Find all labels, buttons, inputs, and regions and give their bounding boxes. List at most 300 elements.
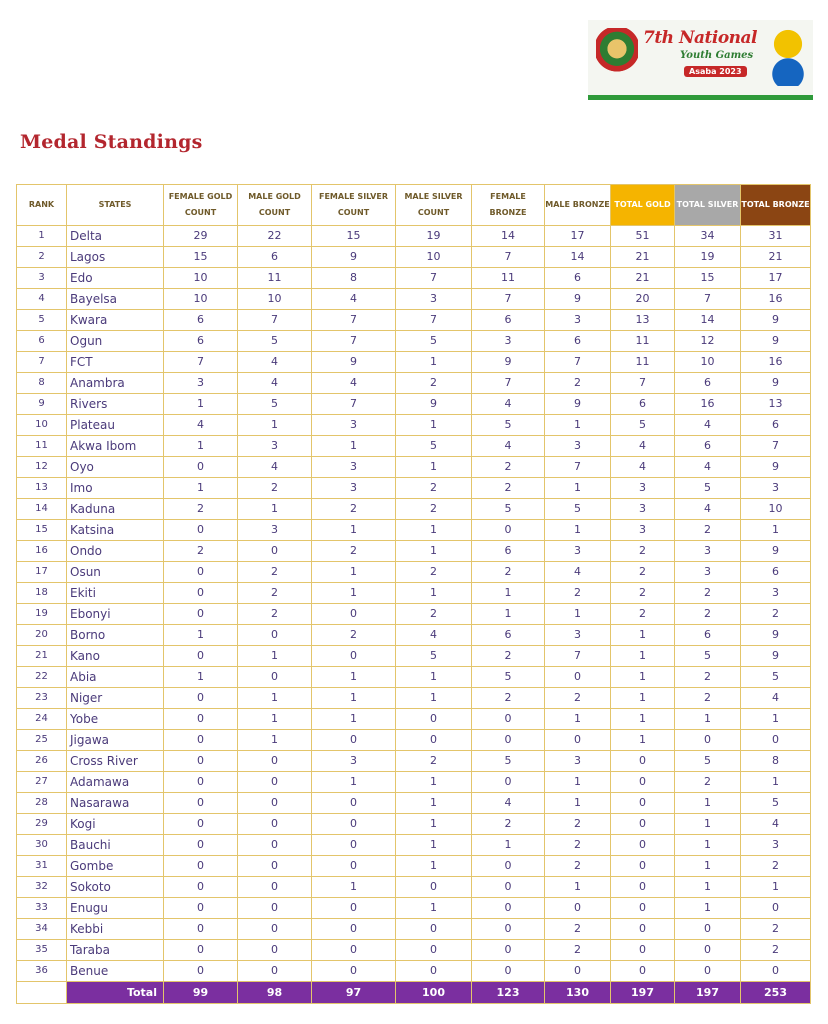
female-silver-cell: 3 — [312, 478, 396, 499]
total-gold-cell: 4 — [611, 457, 675, 478]
male-silver-cell: 1 — [396, 772, 472, 793]
male-silver-cell: 1 — [396, 415, 472, 436]
male-silver-cell: 1 — [396, 835, 472, 856]
rank-cell: 16 — [17, 541, 67, 562]
female-gold-cell: 2 — [164, 499, 238, 520]
male-gold-cell: 3 — [238, 520, 312, 541]
table-row — [17, 856, 811, 877]
rank-cell: 23 — [17, 688, 67, 709]
male-bronze-cell: 1 — [545, 793, 611, 814]
male-gold-cell: 3 — [238, 436, 312, 457]
female-bronze-cell: 0 — [472, 709, 545, 730]
total-gold-cell: 0 — [611, 877, 675, 898]
state-cell: Edo — [67, 268, 164, 289]
state-cell: Akwa Ibom — [67, 436, 164, 457]
header-female-bronze: FEMALE BRONZE — [472, 185, 545, 226]
total-bronze-cell: 2 — [741, 919, 811, 940]
total-bronze-cell: 3 — [741, 478, 811, 499]
male-silver-cell: 2 — [396, 478, 472, 499]
total-bronze-cell: 3 — [741, 835, 811, 856]
male-gold-cell: 0 — [238, 898, 312, 919]
total-bronze-cell: 1 — [741, 709, 811, 730]
state-cell: Kwara — [67, 310, 164, 331]
female-bronze-cell: 7 — [472, 247, 545, 268]
total-bronze-cell: 10 — [741, 499, 811, 520]
rank-cell: 27 — [17, 772, 67, 793]
male-silver-cell: 3 — [396, 289, 472, 310]
female-bronze-cell: 4 — [472, 793, 545, 814]
state-cell: Abia — [67, 667, 164, 688]
female-silver-cell: 1 — [312, 688, 396, 709]
header-female-silver: FEMALE SILVER COUNT — [312, 185, 396, 226]
female-gold-cell: 0 — [164, 520, 238, 541]
female-bronze-cell: 2 — [472, 562, 545, 583]
total-bronze-cell: 7 — [741, 436, 811, 457]
header-states: STATES — [67, 185, 164, 226]
male-bronze-cell: 1 — [545, 415, 611, 436]
rank-cell: 15 — [17, 520, 67, 541]
female-bronze-cell: 2 — [472, 457, 545, 478]
total-gold-cell: 0 — [611, 961, 675, 982]
table-row — [17, 919, 811, 940]
total-bronze-cell: 9 — [741, 646, 811, 667]
state-cell: Kano — [67, 646, 164, 667]
logo-line-1: 7th National — [643, 28, 757, 48]
total-gold-cell: 0 — [611, 814, 675, 835]
female-gold-cell: 0 — [164, 772, 238, 793]
male-silver-cell: 1 — [396, 688, 472, 709]
female-gold-cell: 0 — [164, 730, 238, 751]
male-silver-cell: 1 — [396, 856, 472, 877]
male-gold-cell: 5 — [238, 331, 312, 352]
male-gold-cell: 0 — [238, 856, 312, 877]
male-silver-cell: 1 — [396, 520, 472, 541]
total-silver-cell: 2 — [675, 520, 741, 541]
total-label: Total — [67, 982, 164, 1004]
total-bronze-cell: 5 — [741, 667, 811, 688]
male-gold-cell: 1 — [238, 730, 312, 751]
female-bronze-cell: 0 — [472, 898, 545, 919]
rank-cell: 8 — [17, 373, 67, 394]
male-silver-cell: 0 — [396, 919, 472, 940]
total-silver-cell: 1 — [675, 709, 741, 730]
total-gold-cell: 2 — [611, 562, 675, 583]
state-cell: Kogi — [67, 814, 164, 835]
total-gold-cell: 0 — [611, 898, 675, 919]
rank-cell: 18 — [17, 583, 67, 604]
state-cell: Plateau — [67, 415, 164, 436]
male-gold-cell: 1 — [238, 499, 312, 520]
male-bronze-cell: 7 — [545, 352, 611, 373]
male-bronze-cell: 3 — [545, 625, 611, 646]
female-bronze-cell: 2 — [472, 646, 545, 667]
male-bronze-cell: 2 — [545, 835, 611, 856]
female-silver-cell: 1 — [312, 877, 396, 898]
total-bronze-cell: 1 — [741, 772, 811, 793]
female-bronze-cell: 5 — [472, 415, 545, 436]
state-cell: Kaduna — [67, 499, 164, 520]
male-silver-cell: 2 — [396, 751, 472, 772]
female-silver-cell: 0 — [312, 919, 396, 940]
male-bronze-cell: 1 — [545, 520, 611, 541]
total-bronze-cell: 9 — [741, 541, 811, 562]
table-row — [17, 289, 811, 310]
male-gold-cell: 5 — [238, 394, 312, 415]
total-bronze-cell: 21 — [741, 247, 811, 268]
total-gold-cell: 13 — [611, 310, 675, 331]
total-silver-cell: 5 — [675, 751, 741, 772]
male-gold-cell: 0 — [238, 814, 312, 835]
male-gold-cell: 0 — [238, 541, 312, 562]
header-rank: RANK — [17, 185, 67, 226]
table-row — [17, 373, 811, 394]
table-row — [17, 751, 811, 772]
total-silver-cell: 5 — [675, 478, 741, 499]
total-cell: 98 — [238, 982, 312, 1004]
rank-cell: 5 — [17, 310, 67, 331]
male-silver-cell: 0 — [396, 730, 472, 751]
female-bronze-cell: 1 — [472, 835, 545, 856]
female-silver-cell: 1 — [312, 772, 396, 793]
total-gold-cell: 2 — [611, 541, 675, 562]
rank-cell: 6 — [17, 331, 67, 352]
total-silver-cell: 1 — [675, 814, 741, 835]
male-bronze-cell: 4 — [545, 562, 611, 583]
male-gold-cell: 0 — [238, 772, 312, 793]
total-gold-cell: 0 — [611, 751, 675, 772]
state-cell: Delta — [67, 226, 164, 247]
total-gold-cell: 1 — [611, 709, 675, 730]
male-silver-cell: 1 — [396, 457, 472, 478]
total-blank-cell — [17, 982, 67, 1004]
total-gold-cell: 11 — [611, 331, 675, 352]
female-silver-cell: 1 — [312, 436, 396, 457]
female-gold-cell: 0 — [164, 940, 238, 961]
female-bronze-cell: 7 — [472, 289, 545, 310]
rank-cell: 4 — [17, 289, 67, 310]
male-bronze-cell: 2 — [545, 583, 611, 604]
male-gold-cell: 0 — [238, 625, 312, 646]
total-bronze-cell: 9 — [741, 625, 811, 646]
total-silver-cell: 2 — [675, 772, 741, 793]
female-bronze-cell: 2 — [472, 688, 545, 709]
total-gold-cell: 6 — [611, 394, 675, 415]
total-gold-cell: 3 — [611, 499, 675, 520]
male-silver-cell: 9 — [396, 394, 472, 415]
total-silver-cell: 16 — [675, 394, 741, 415]
female-silver-cell: 9 — [312, 247, 396, 268]
state-cell: Kebbi — [67, 919, 164, 940]
female-gold-cell: 10 — [164, 268, 238, 289]
state-cell: Ogun — [67, 331, 164, 352]
female-silver-cell: 1 — [312, 709, 396, 730]
female-gold-cell: 6 — [164, 310, 238, 331]
female-bronze-cell: 1 — [472, 604, 545, 625]
state-cell: Katsina — [67, 520, 164, 541]
state-cell: Ekiti — [67, 583, 164, 604]
male-gold-cell: 2 — [238, 604, 312, 625]
male-gold-cell: 11 — [238, 268, 312, 289]
state-cell: Osun — [67, 562, 164, 583]
rank-cell: 30 — [17, 835, 67, 856]
table-row — [17, 562, 811, 583]
table-row — [17, 436, 811, 457]
female-silver-cell: 0 — [312, 835, 396, 856]
total-bronze-cell: 1 — [741, 877, 811, 898]
total-gold-cell: 0 — [611, 919, 675, 940]
total-bronze-cell: 2 — [741, 856, 811, 877]
female-bronze-cell: 0 — [472, 877, 545, 898]
total-silver-cell: 12 — [675, 331, 741, 352]
male-gold-cell: 2 — [238, 583, 312, 604]
total-bronze-cell: 9 — [741, 457, 811, 478]
male-gold-cell: 7 — [238, 310, 312, 331]
female-gold-cell: 0 — [164, 604, 238, 625]
total-cell: 97 — [312, 982, 396, 1004]
total-gold-cell: 0 — [611, 772, 675, 793]
female-gold-cell: 0 — [164, 793, 238, 814]
female-silver-cell: 3 — [312, 751, 396, 772]
male-gold-cell: 0 — [238, 877, 312, 898]
total-bronze-cell: 6 — [741, 415, 811, 436]
total-cell: 123 — [472, 982, 545, 1004]
total-bronze-cell: 31 — [741, 226, 811, 247]
male-silver-cell: 1 — [396, 898, 472, 919]
rank-cell: 33 — [17, 898, 67, 919]
rank-cell: 12 — [17, 457, 67, 478]
male-gold-cell: 6 — [238, 247, 312, 268]
state-cell: Adamawa — [67, 772, 164, 793]
female-bronze-cell: 0 — [472, 940, 545, 961]
total-bronze-cell: 2 — [741, 940, 811, 961]
header-total-gold: TOTAL GOLD — [611, 185, 675, 226]
female-gold-cell: 29 — [164, 226, 238, 247]
total-bronze-cell: 0 — [741, 961, 811, 982]
total-bronze-cell: 16 — [741, 289, 811, 310]
table-row — [17, 310, 811, 331]
male-bronze-cell: 9 — [545, 394, 611, 415]
male-bronze-cell: 3 — [545, 541, 611, 562]
total-gold-cell: 51 — [611, 226, 675, 247]
female-bronze-cell: 5 — [472, 751, 545, 772]
rank-cell: 32 — [17, 877, 67, 898]
female-gold-cell: 0 — [164, 898, 238, 919]
male-silver-cell: 0 — [396, 877, 472, 898]
table-row — [17, 331, 811, 352]
total-silver-cell: 1 — [675, 877, 741, 898]
total-bronze-cell: 9 — [741, 310, 811, 331]
male-bronze-cell: 2 — [545, 373, 611, 394]
total-bronze-cell: 2 — [741, 604, 811, 625]
total-silver-cell: 19 — [675, 247, 741, 268]
female-gold-cell: 0 — [164, 814, 238, 835]
table-row — [17, 709, 811, 730]
state-cell: Benue — [67, 961, 164, 982]
male-silver-cell: 0 — [396, 940, 472, 961]
female-bronze-cell: 0 — [472, 961, 545, 982]
female-gold-cell: 0 — [164, 583, 238, 604]
female-silver-cell: 3 — [312, 415, 396, 436]
male-silver-cell: 1 — [396, 541, 472, 562]
female-silver-cell: 0 — [312, 856, 396, 877]
header-row — [17, 185, 811, 226]
state-cell: Ondo — [67, 541, 164, 562]
state-cell: Nasarawa — [67, 793, 164, 814]
female-gold-cell: 4 — [164, 415, 238, 436]
female-bronze-cell: 0 — [472, 856, 545, 877]
total-silver-cell: 6 — [675, 373, 741, 394]
rank-cell: 29 — [17, 814, 67, 835]
total-silver-cell: 6 — [675, 436, 741, 457]
male-gold-cell: 0 — [238, 793, 312, 814]
male-bronze-cell: 6 — [545, 268, 611, 289]
state-cell: Gombe — [67, 856, 164, 877]
male-bronze-cell: 2 — [545, 919, 611, 940]
male-gold-cell: 1 — [238, 688, 312, 709]
header-male-silver: MALE SILVER COUNT — [396, 185, 472, 226]
table-row — [17, 541, 811, 562]
male-gold-cell: 0 — [238, 835, 312, 856]
rank-cell: 14 — [17, 499, 67, 520]
male-bronze-cell: 5 — [545, 499, 611, 520]
total-gold-cell: 1 — [611, 646, 675, 667]
rank-cell: 21 — [17, 646, 67, 667]
female-gold-cell: 0 — [164, 835, 238, 856]
male-bronze-cell: 0 — [545, 898, 611, 919]
table-body — [17, 226, 811, 982]
table-row — [17, 415, 811, 436]
female-bronze-cell: 1 — [472, 583, 545, 604]
table-row — [17, 226, 811, 247]
table-row — [17, 604, 811, 625]
state-cell: FCT — [67, 352, 164, 373]
male-bronze-cell: 0 — [545, 961, 611, 982]
male-bronze-cell: 3 — [545, 436, 611, 457]
female-bronze-cell: 5 — [472, 667, 545, 688]
table-row — [17, 877, 811, 898]
table-row — [17, 730, 811, 751]
total-gold-cell: 21 — [611, 247, 675, 268]
total-silver-cell: 3 — [675, 541, 741, 562]
female-bronze-cell: 6 — [472, 310, 545, 331]
female-silver-cell: 0 — [312, 604, 396, 625]
total-bronze-cell: 0 — [741, 730, 811, 751]
rank-cell: 9 — [17, 394, 67, 415]
table-row — [17, 646, 811, 667]
male-gold-cell: 4 — [238, 352, 312, 373]
total-silver-cell: 5 — [675, 646, 741, 667]
female-gold-cell: 2 — [164, 541, 238, 562]
male-silver-cell: 0 — [396, 709, 472, 730]
total-silver-cell: 0 — [675, 730, 741, 751]
table-row — [17, 520, 811, 541]
table-row — [17, 625, 811, 646]
female-gold-cell: 0 — [164, 688, 238, 709]
total-bronze-cell: 16 — [741, 352, 811, 373]
female-gold-cell: 0 — [164, 709, 238, 730]
male-bronze-cell: 2 — [545, 940, 611, 961]
state-cell: Enugu — [67, 898, 164, 919]
table-row — [17, 247, 811, 268]
rank-cell: 7 — [17, 352, 67, 373]
male-silver-cell: 1 — [396, 814, 472, 835]
total-gold-cell: 20 — [611, 289, 675, 310]
male-gold-cell: 10 — [238, 289, 312, 310]
female-silver-cell: 2 — [312, 541, 396, 562]
female-gold-cell: 0 — [164, 877, 238, 898]
total-bronze-cell: 9 — [741, 331, 811, 352]
rank-cell: 36 — [17, 961, 67, 982]
male-bronze-cell: 7 — [545, 457, 611, 478]
female-silver-cell: 15 — [312, 226, 396, 247]
female-gold-cell: 1 — [164, 667, 238, 688]
total-silver-cell: 0 — [675, 919, 741, 940]
female-gold-cell: 0 — [164, 646, 238, 667]
male-gold-cell: 0 — [238, 751, 312, 772]
male-silver-cell: 2 — [396, 499, 472, 520]
male-gold-cell: 1 — [238, 415, 312, 436]
female-silver-cell: 7 — [312, 331, 396, 352]
male-silver-cell: 19 — [396, 226, 472, 247]
female-bronze-cell: 0 — [472, 919, 545, 940]
male-gold-cell: 2 — [238, 562, 312, 583]
female-gold-cell: 1 — [164, 625, 238, 646]
state-cell: Anambra — [67, 373, 164, 394]
header-male-bronze: MALE BRONZE — [545, 185, 611, 226]
male-silver-cell: 1 — [396, 583, 472, 604]
total-gold-cell: 2 — [611, 583, 675, 604]
female-gold-cell: 0 — [164, 856, 238, 877]
total-gold-cell: 3 — [611, 478, 675, 499]
table-row — [17, 352, 811, 373]
total-gold-cell: 0 — [611, 793, 675, 814]
male-silver-cell: 5 — [396, 331, 472, 352]
female-bronze-cell: 6 — [472, 625, 545, 646]
male-silver-cell: 2 — [396, 562, 472, 583]
rank-cell: 26 — [17, 751, 67, 772]
total-bronze-cell: 4 — [741, 814, 811, 835]
male-bronze-cell: 14 — [545, 247, 611, 268]
male-gold-cell: 0 — [238, 961, 312, 982]
total-cell: 253 — [741, 982, 811, 1004]
state-cell: Bauchi — [67, 835, 164, 856]
total-gold-cell: 1 — [611, 625, 675, 646]
total-silver-cell: 4 — [675, 415, 741, 436]
total-gold-cell: 0 — [611, 835, 675, 856]
table-row — [17, 793, 811, 814]
medal-table — [16, 184, 811, 1004]
male-bronze-cell: 6 — [545, 331, 611, 352]
state-cell: Niger — [67, 688, 164, 709]
total-silver-cell: 0 — [675, 940, 741, 961]
total-silver-cell: 2 — [675, 583, 741, 604]
total-silver-cell: 4 — [675, 457, 741, 478]
female-silver-cell: 1 — [312, 520, 396, 541]
female-silver-cell: 0 — [312, 940, 396, 961]
female-bronze-cell: 4 — [472, 394, 545, 415]
female-gold-cell: 0 — [164, 919, 238, 940]
male-bronze-cell: 2 — [545, 856, 611, 877]
male-silver-cell: 2 — [396, 604, 472, 625]
female-silver-cell: 1 — [312, 562, 396, 583]
total-gold-cell: 0 — [611, 856, 675, 877]
female-gold-cell: 0 — [164, 562, 238, 583]
female-silver-cell: 1 — [312, 667, 396, 688]
total-bronze-cell: 8 — [741, 751, 811, 772]
male-silver-cell: 2 — [396, 373, 472, 394]
total-bronze-cell: 17 — [741, 268, 811, 289]
total-silver-cell: 6 — [675, 625, 741, 646]
